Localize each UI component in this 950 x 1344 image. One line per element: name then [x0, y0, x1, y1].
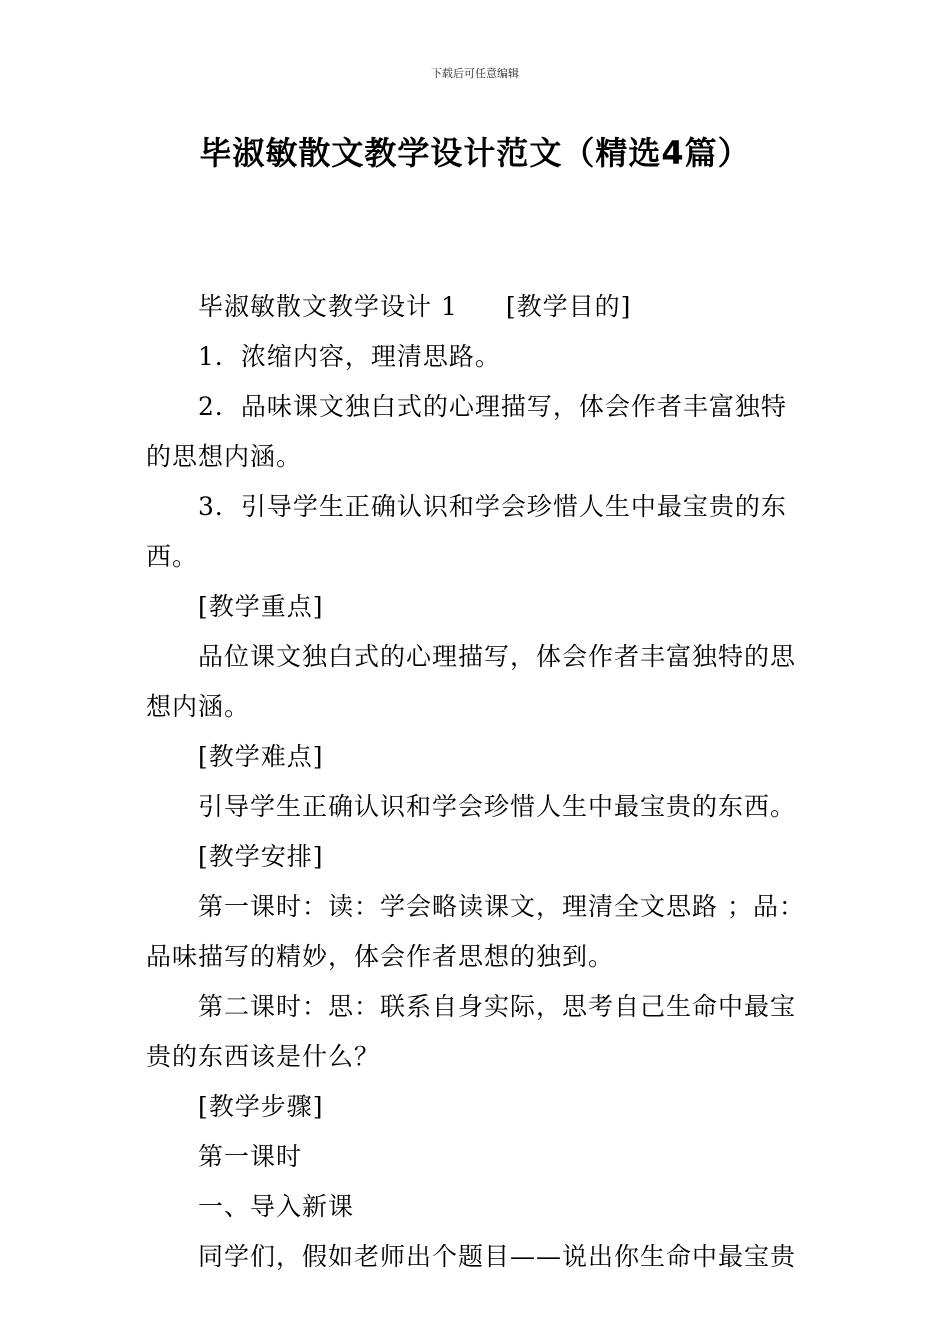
steps-label: [教学步骤]: [198, 1092, 324, 1121]
section-heading: 毕淑敏散文教学设计 1: [198, 292, 458, 321]
lesson-heading: 第一课时: [198, 1142, 303, 1171]
difficulties-label: [教学难点]: [198, 742, 324, 771]
schedule-label: [教学安排]: [198, 842, 324, 871]
intro-paragraph: 同学们，假如老师出个题目——说出你生命中最宝贵: [198, 1242, 797, 1271]
schedule-lesson-1: 第一课时：读：学会略读课文，理清全文思路 ；品：品味描写的精妙，体会作者思想的独到。: [146, 892, 805, 971]
page-header-note: 下载后可任意编辑: [431, 67, 519, 80]
key-points-label: [教学重点]: [198, 592, 324, 621]
document-title: 毕淑敏散文教学设计范文（精选4篇）: [199, 134, 751, 172]
key-points-text: 品位课文独白式的心理描写，体会作者丰富独特的思想内涵。: [146, 642, 797, 721]
objective-item-1: 1．浓缩内容，理清思路。: [198, 342, 501, 371]
schedule-lesson-2: 第二课时：思：联系自身实际，思考自己生命中最宝贵的东西该是什么？: [146, 992, 797, 1071]
objective-item-3: 3．引导学生正确认识和学会珍惜人生中最宝贵的东西。: [146, 492, 787, 571]
step-heading-intro: 一、导入新课: [198, 1192, 355, 1221]
document-body: [146, 282, 810, 1282]
section-heading-line: [146, 282, 810, 332]
objectives-label: [教学目的]: [505, 292, 632, 321]
difficulties-text: 引导学生正确认识和学会珍惜人生中最宝贵的东西。: [198, 792, 797, 821]
objective-item-2: 2．品味课文独白式的心理描写，体会作者丰富独特的思想内涵。: [146, 392, 787, 471]
